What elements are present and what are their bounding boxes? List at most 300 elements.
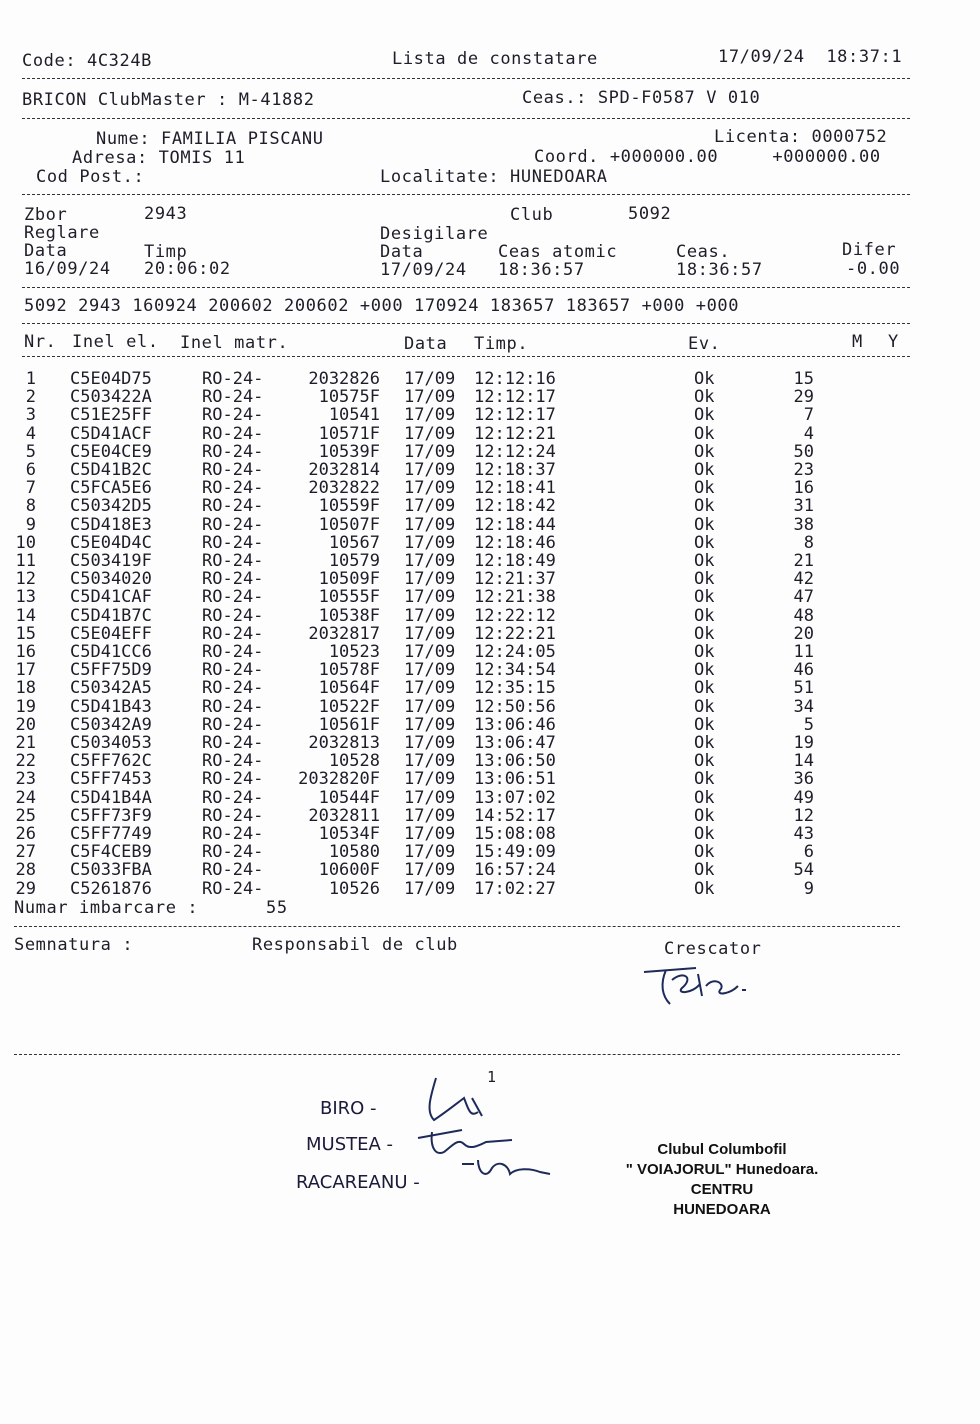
divider [14, 926, 900, 927]
ring-number: 2032820F [298, 769, 380, 790]
table-row [0, 825, 980, 843]
table-row [0, 425, 980, 443]
table-row [0, 497, 980, 515]
stamp-line: HUNEDOARA [673, 1201, 771, 1218]
owner-license: Licenta: 0000752 [714, 127, 888, 147]
arrival-time: 12:18:44 [474, 514, 556, 535]
ring-prefix: RO-24- [202, 860, 264, 881]
ring-prefix: RO-24- [202, 514, 264, 535]
ring-prefix: RO-24- [202, 405, 264, 426]
row-number: 4 [25, 423, 36, 444]
reglare-time: 20:06:02 [144, 259, 231, 279]
ring-prefix: RO-24- [202, 842, 264, 863]
col-m: M [852, 332, 863, 352]
owner-address: Adresa: TOMIS 11 [72, 148, 246, 168]
table-row [0, 770, 980, 788]
arrival-time: 13:07:02 [474, 787, 556, 808]
event-status: Ok [694, 460, 715, 480]
table-row [0, 479, 980, 497]
document-title: Lista de constatare [392, 49, 598, 69]
arrival-date: 17/09 [404, 842, 456, 863]
table-row [0, 388, 980, 406]
table-row [0, 789, 980, 807]
flight-code-line: 5092 2943 160924 200602 200602 +000 170924 183657 183657 +000 +000 [24, 296, 740, 316]
row-number: 21 [15, 733, 36, 753]
electronic-ring: C50342D5 [70, 496, 152, 517]
ring-prefix: RO-24- [202, 605, 264, 626]
arrival-date: 17/09 [404, 423, 456, 444]
ring-number: 10541 [328, 405, 380, 426]
atomic-clock-time: 18:36:57 [498, 260, 585, 280]
electronic-ring: C5033FBA [70, 860, 152, 881]
boarding-count: 55 [266, 898, 288, 918]
signer-name: RACAREANU - [296, 1172, 420, 1193]
ring-prefix: RO-24- [202, 696, 264, 717]
signature-label: Semnatura : [14, 935, 134, 955]
ring-prefix: RO-24- [202, 824, 264, 844]
y-value: 21 [793, 551, 814, 571]
arrival-date: 17/09 [404, 514, 456, 535]
list-code: Code: 4C324B [22, 51, 153, 71]
event-status: Ok [694, 696, 715, 717]
y-value: 7 [803, 405, 814, 426]
arrival-time: 13:06:47 [474, 733, 556, 753]
row-number: 2 [25, 387, 36, 408]
page-number: 1 [487, 1068, 497, 1086]
arrival-time: 15:08:08 [474, 824, 556, 844]
electronic-ring: C5D41B43 [70, 696, 152, 717]
ring-number: 10600F [318, 860, 380, 881]
ring-prefix: RO-24- [202, 805, 264, 826]
ring-prefix: RO-24- [202, 623, 264, 644]
breeder-label: Crescator [664, 939, 762, 959]
club-stamp [610, 1140, 834, 1220]
arrival-date: 17/09 [404, 696, 456, 717]
system-id: BRICON ClubMaster : M-41882 [22, 90, 315, 110]
reglare-date: 16/09/24 [24, 259, 111, 279]
event-status: Ok [694, 405, 715, 426]
y-value: 43 [793, 824, 814, 844]
electronic-ring: C5261876 [70, 878, 152, 899]
arrival-date: 17/09 [404, 587, 456, 608]
stamp-line: CENTRU [690, 1181, 754, 1198]
electronic-ring: C5FF7453 [70, 769, 152, 790]
arrival-date: 17/09 [404, 369, 456, 389]
ring-number: 10564F [318, 678, 380, 699]
table-row [0, 661, 980, 679]
row-number: 19 [15, 696, 36, 717]
electronic-ring: C5D41CAF [70, 587, 152, 608]
y-value: 8 [803, 532, 814, 553]
electronic-ring: C50342A9 [70, 714, 152, 735]
event-status: Ok [694, 805, 715, 826]
ring-prefix: RO-24- [202, 751, 264, 772]
table-row [0, 861, 980, 879]
row-number: 23 [15, 769, 36, 790]
ring-number: 2032817 [308, 623, 380, 644]
event-status: Ok [694, 733, 715, 753]
event-status: Ok [694, 678, 715, 699]
stamp-line: " VOIAJORUL" Hunedoara. [625, 1161, 819, 1178]
arrival-time: 12:18:41 [474, 478, 556, 499]
row-number: 28 [15, 860, 36, 881]
desigilare-label: Desigilare [380, 224, 489, 244]
y-value: 51 [793, 678, 814, 699]
event-status: Ok [694, 787, 715, 808]
table-row [0, 843, 980, 861]
arrival-time: 16:57:24 [474, 860, 556, 881]
signer-name: BIRO - [320, 1098, 377, 1119]
event-status: Ok [694, 660, 715, 681]
arrival-time: 17:02:27 [474, 878, 556, 899]
ring-number: 10522F [318, 696, 380, 717]
arrival-time: 12:18:37 [474, 460, 556, 480]
col-inel-el: Inel el. [72, 332, 159, 352]
y-value: 48 [793, 605, 814, 626]
y-value: 15 [793, 369, 814, 389]
ring-number: 10561F [318, 714, 380, 735]
row-number: 10 [15, 532, 36, 553]
row-number: 20 [15, 714, 36, 735]
flight-label: Zbor [24, 205, 68, 225]
signer-name: MUSTEA - [306, 1134, 394, 1155]
arrival-time: 12:12:16 [474, 369, 556, 389]
ring-prefix: RO-24- [202, 478, 264, 499]
ring-prefix: RO-24- [202, 423, 264, 444]
col-timp: Timp. [474, 334, 529, 354]
table-row [0, 698, 980, 716]
ring-prefix: RO-24- [202, 532, 264, 553]
table-row [0, 679, 980, 697]
row-number: 6 [25, 460, 36, 480]
y-value: 31 [793, 496, 814, 517]
ring-prefix: RO-24- [202, 642, 264, 662]
arrival-date: 17/09 [404, 642, 456, 662]
table-row [0, 570, 980, 588]
flight-number: 2943 [144, 204, 188, 224]
col-nr: Nr. [24, 332, 57, 352]
table-row [0, 643, 980, 661]
y-value: 12 [793, 805, 814, 826]
event-status: Ok [694, 642, 715, 662]
y-value: 5 [803, 714, 814, 735]
event-status: Ok [694, 569, 715, 590]
col-y: Y [888, 332, 899, 352]
owner-postal-code: Cod Post.: [36, 167, 145, 187]
row-number: 8 [25, 496, 36, 517]
ring-prefix: RO-24- [202, 569, 264, 590]
arrival-time: 12:12:17 [474, 405, 556, 426]
arrival-time: 12:18:42 [474, 496, 556, 517]
electronic-ring: C5E04EFF [70, 623, 152, 644]
arrival-time: 12:12:21 [474, 423, 556, 444]
arrival-time: 13:06:51 [474, 769, 556, 790]
arrival-time: 12:18:46 [474, 532, 556, 553]
y-value: 46 [793, 660, 814, 681]
row-number: 18 [15, 678, 36, 699]
ring-prefix: RO-24- [202, 660, 264, 681]
arrival-time: 12:50:56 [474, 696, 556, 717]
arrival-time: 12:22:12 [474, 605, 556, 626]
desigilare-date-label: Data [380, 242, 424, 262]
arrival-date: 17/09 [404, 405, 456, 426]
row-number: 25 [15, 805, 36, 826]
event-status: Ok [694, 860, 715, 881]
table-row [0, 406, 980, 424]
electronic-ring: C5D418E3 [70, 514, 152, 535]
y-value: 49 [793, 787, 814, 808]
event-status: Ok [694, 605, 715, 626]
row-number: 22 [15, 751, 36, 772]
electronic-ring: C5FCA5E6 [70, 478, 152, 499]
event-status: Ok [694, 441, 715, 462]
arrival-date: 17/09 [404, 769, 456, 790]
divider [14, 1054, 900, 1055]
electronic-ring: C5E04D4C [70, 532, 152, 553]
ring-number: 2032822 [308, 478, 380, 499]
divider [22, 323, 910, 324]
reglare-time-label: Timp [144, 242, 188, 262]
event-status: Ok [694, 387, 715, 408]
electronic-ring: C5034053 [70, 733, 152, 753]
ring-prefix: RO-24- [202, 441, 264, 462]
y-value: 9 [803, 878, 814, 899]
ring-number: 10544F [318, 787, 380, 808]
arrival-date: 17/09 [404, 387, 456, 408]
electronic-ring: C503422A [70, 387, 152, 408]
electronic-ring: C5FF75D9 [70, 660, 152, 681]
atomic-clock-label: Ceas atomic [498, 242, 618, 262]
row-number: 27 [15, 842, 36, 863]
electronic-ring: C5FF73F9 [70, 805, 152, 826]
ring-number: 10580 [328, 842, 380, 863]
table-row [0, 461, 980, 479]
arrival-date: 17/09 [404, 678, 456, 699]
y-value: 34 [793, 696, 814, 717]
row-number: 14 [15, 605, 36, 626]
y-value: 4 [803, 423, 814, 444]
row-number: 17 [15, 660, 36, 681]
table-row [0, 734, 980, 752]
row-number: 29 [15, 878, 36, 899]
ring-number: 10507F [318, 514, 380, 535]
electronic-ring: C5D41ACF [70, 423, 152, 444]
electronic-ring: C5F4CEB9 [70, 842, 152, 863]
table-row [0, 625, 980, 643]
clock-id: Ceas.: SPD-F0587 V 010 [522, 88, 761, 108]
ring-number: 10575F [318, 387, 380, 408]
col-data: Data [404, 334, 448, 354]
ring-number: 10538F [318, 605, 380, 626]
arrival-date: 17/09 [404, 532, 456, 553]
stamp-line: Clubul Columbofil [657, 1141, 787, 1158]
col-inel-matr: Inel matr. [180, 333, 289, 353]
arrival-time: 12:21:37 [474, 569, 556, 590]
ring-number: 2032814 [308, 460, 380, 480]
arrival-date: 17/09 [404, 878, 456, 899]
table-row [0, 588, 980, 606]
event-status: Ok [694, 751, 715, 772]
electronic-ring: C5D41CC6 [70, 642, 152, 662]
ring-prefix: RO-24- [202, 496, 264, 517]
y-value: 50 [793, 441, 814, 462]
ring-prefix: RO-24- [202, 369, 264, 389]
committee-signatures [412, 1068, 562, 1198]
reglare-date-label: Data [24, 241, 68, 261]
table-row [0, 516, 980, 534]
row-number: 3 [25, 405, 36, 426]
y-value: 36 [793, 769, 814, 790]
row-number: 5 [25, 441, 36, 462]
arrival-date: 17/09 [404, 805, 456, 826]
club-label: Club [510, 205, 554, 225]
arrival-date: 17/09 [404, 460, 456, 480]
arrival-time: 13:06:46 [474, 714, 556, 735]
ring-number: 10571F [318, 423, 380, 444]
y-value: 20 [793, 623, 814, 644]
club-responsible-label: Responsabil de club [252, 935, 458, 955]
ring-number: 10555F [318, 587, 380, 608]
divider [22, 118, 910, 119]
row-number: 9 [25, 514, 36, 535]
arrival-date: 17/09 [404, 660, 456, 681]
table-row [0, 807, 980, 825]
y-value: 19 [793, 733, 814, 753]
row-number: 7 [25, 478, 36, 499]
electronic-ring: C5D41B4A [70, 787, 152, 808]
event-status: Ok [694, 496, 715, 517]
divider [22, 287, 910, 288]
arrival-date: 17/09 [404, 551, 456, 571]
electronic-ring: C5E04D75 [70, 369, 152, 389]
arrival-time: 13:06:50 [474, 751, 556, 772]
owner-coordinates: Coord. +000000.00 +000000.00 [534, 147, 881, 167]
electronic-ring: C503419F [70, 551, 152, 571]
arrival-date: 17/09 [404, 623, 456, 644]
electronic-ring: C5E04CE9 [70, 441, 152, 462]
arrival-date: 17/09 [404, 751, 456, 772]
arrival-time: 15:49:09 [474, 842, 556, 863]
owner-name: Nume: FAMILIA PISCANU [96, 129, 324, 149]
y-value: 38 [793, 514, 814, 535]
table-row [0, 534, 980, 552]
ring-prefix: RO-24- [202, 678, 264, 699]
difference-label: Difer [842, 240, 897, 260]
ring-prefix: RO-24- [202, 769, 264, 790]
y-value: 14 [793, 751, 814, 772]
electronic-ring: C50342A5 [70, 678, 152, 699]
row-number: 11 [15, 551, 36, 571]
ring-prefix: RO-24- [202, 387, 264, 408]
y-value: 42 [793, 569, 814, 590]
arrival-date: 17/09 [404, 787, 456, 808]
ring-number: 10509F [318, 569, 380, 590]
table-row [0, 552, 980, 570]
event-status: Ok [694, 478, 715, 499]
ring-number: 10567 [328, 532, 380, 553]
arrival-time: 12:24:05 [474, 642, 556, 662]
ring-prefix: RO-24- [202, 733, 264, 753]
arrival-date: 17/09 [404, 733, 456, 753]
y-value: 11 [793, 642, 814, 662]
desigilare-date: 17/09/24 [380, 260, 467, 280]
event-status: Ok [694, 769, 715, 790]
arrival-date: 17/09 [404, 441, 456, 462]
divider [22, 356, 910, 357]
y-value: 6 [803, 842, 814, 863]
event-status: Ok [694, 369, 715, 389]
event-status: Ok [694, 878, 715, 899]
event-status: Ok [694, 714, 715, 735]
y-value: 29 [793, 387, 814, 408]
ring-number: 10526 [328, 878, 380, 899]
ring-prefix: RO-24- [202, 714, 264, 735]
y-value: 23 [793, 460, 814, 480]
divider [22, 194, 910, 195]
event-status: Ok [694, 514, 715, 535]
electronic-ring: C5D41B7C [70, 605, 152, 626]
ring-number: 2032813 [308, 733, 380, 753]
event-status: Ok [694, 551, 715, 571]
event-status: Ok [694, 587, 715, 608]
col-ev: Ev. [688, 334, 721, 354]
ring-number: 10559F [318, 496, 380, 517]
electronic-ring: C5D41B2C [70, 460, 152, 480]
event-status: Ok [694, 824, 715, 844]
event-status: Ok [694, 842, 715, 863]
breeder-signature [636, 960, 766, 1010]
electronic-ring: C5034020 [70, 569, 152, 590]
row-number: 26 [15, 824, 36, 844]
ring-number: 10523 [328, 642, 380, 662]
arrival-time: 12:18:49 [474, 551, 556, 571]
arrival-time: 14:52:17 [474, 805, 556, 826]
y-value: 54 [793, 860, 814, 881]
arrival-time: 12:22:21 [474, 623, 556, 644]
row-number: 15 [15, 623, 36, 644]
electronic-ring: C5FF762C [70, 751, 152, 772]
event-status: Ok [694, 623, 715, 644]
arrival-time: 12:34:54 [474, 660, 556, 681]
ring-number: 2032826 [308, 369, 380, 389]
row-number: 16 [15, 642, 36, 662]
ring-number: 10539F [318, 441, 380, 462]
table-row [0, 880, 980, 898]
electronic-ring: C51E25FF [70, 405, 152, 426]
row-number: 1 [25, 369, 36, 389]
ring-prefix: RO-24- [202, 551, 264, 571]
difference-value: -0.00 [846, 259, 901, 279]
ring-number: 10534F [318, 824, 380, 844]
ring-number: 10578F [318, 660, 380, 681]
arrival-date: 17/09 [404, 714, 456, 735]
ring-prefix: RO-24- [202, 587, 264, 608]
table-row [0, 752, 980, 770]
arrival-time: 12:35:15 [474, 678, 556, 699]
electronic-ring: C5FF7749 [70, 824, 152, 844]
arrival-time: 12:12:17 [474, 387, 556, 408]
row-number: 24 [15, 787, 36, 808]
table-row [0, 370, 980, 388]
reglare-label: Reglare [24, 223, 100, 243]
arrival-date: 17/09 [404, 860, 456, 881]
divider [22, 78, 910, 79]
clock-time: 18:36:57 [676, 260, 763, 280]
y-value: 16 [793, 478, 814, 499]
arrival-date: 17/09 [404, 824, 456, 844]
table-row [0, 443, 980, 461]
event-status: Ok [694, 532, 715, 553]
